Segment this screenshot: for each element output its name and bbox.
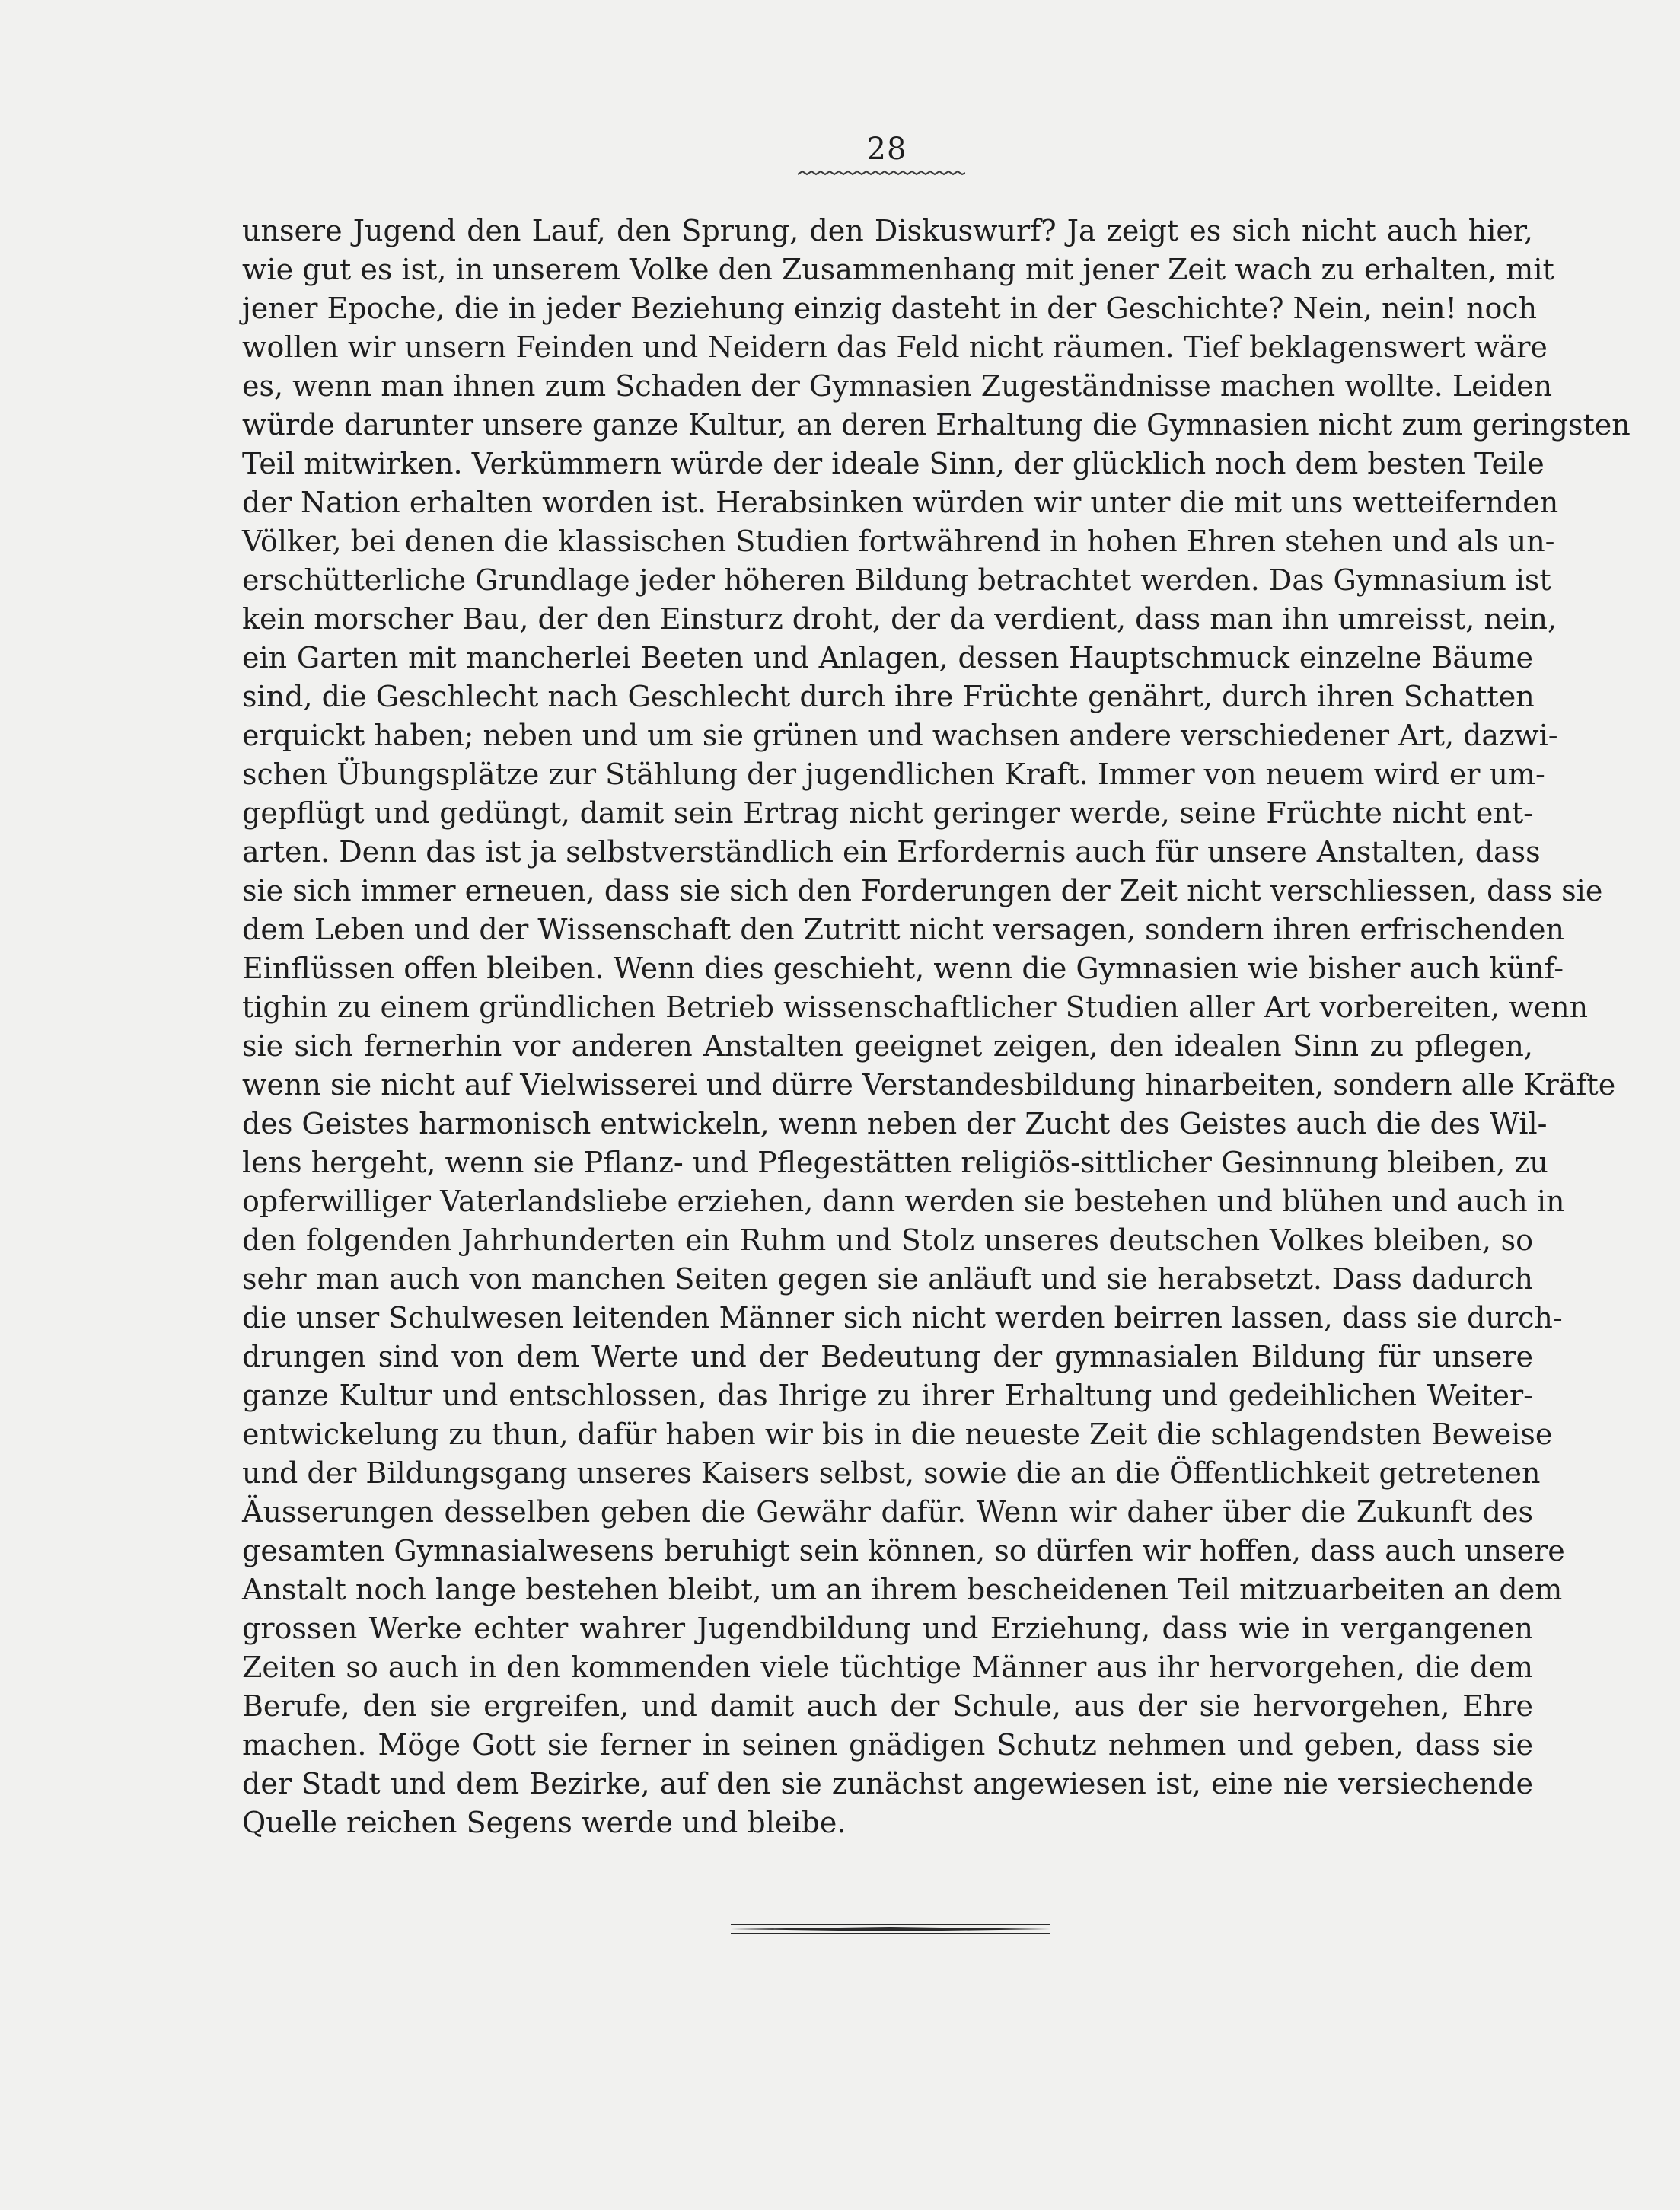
text-line: der Stadt und dem Bezirke, auf den sie zunächst angewiesen ist, eine nie versiechende xyxy=(242,1767,1533,1800)
text-line: kein morscher Bau, der den Einsturz droht, der da verdient, dass man ihn umreisst, nein, xyxy=(242,602,1557,636)
text-line: jener Epoche, die in jeder Beziehung einzig dasteht in der Geschichte? Nein, nein! noch xyxy=(242,292,1538,325)
text-line: gepflügt und gedüngt, damit sein Ertrag nicht geringer werde, seine Früchte nicht ent- xyxy=(242,796,1533,830)
text-line: und der Bildungsgang unseres Kaisers selbst, sowie die an die Öffentlichkeit getretenen xyxy=(242,1456,1541,1490)
text-line: wenn sie nicht auf Vielwisserei und dürre Verstandesbildung hinarbeiten, sondern alle Kräfte xyxy=(242,1068,1616,1102)
text-line: ein Garten mit mancherlei Beeten und Anlagen, dessen Hauptschmuck einzelne Bäume xyxy=(242,641,1533,674)
text-line: unsere Jugend den Lauf, den Sprung, den Diskuswurf? Ja zeigt es sich nicht auch hier, xyxy=(242,214,1533,247)
text-line: wollen wir unsern Feinden und Neidern das Feld nicht räumen. Tief beklagenswert wäre xyxy=(242,330,1548,364)
text-line: Anstalt noch lange bestehen bleibt, um an ihrem bescheidenen Teil mitzuarbeiten an dem xyxy=(242,1573,1563,1606)
text-line: Teil mitwirken. Verkümmern würde der ideale Sinn, der glücklich noch dem besten Teile xyxy=(242,447,1545,480)
text-line: sehr man auch von manchen Seiten gegen sie anläuft und sie herabsetzt. Dass dadurch xyxy=(242,1262,1533,1296)
text-line: Äusserungen desselben geben die Gewähr dafür. Wenn wir daher über die Zukunft des xyxy=(242,1495,1533,1529)
text-line: opferwilliger Vaterlandsliebe erziehen, dann werden sie bestehen und blühen und auch in xyxy=(242,1185,1565,1218)
text-line: Einflüssen offen bleiben. Wenn dies geschieht, wenn die Gymnasien wie bisher auch künf- xyxy=(242,952,1564,985)
text-line: machen. Möge Gott sie ferner in seinen gnädigen Schutz nehmen und geben, dass sie xyxy=(242,1728,1533,1762)
text-line: es, wenn man ihnen zum Schaden der Gymnasien Zugeständnisse machen wollte. Leiden xyxy=(242,369,1553,403)
text-line: des Geistes harmonisch entwickeln, wenn neben der Zucht des Geistes auch die des Wil- xyxy=(242,1107,1548,1140)
text-line: grossen Werke echter wahrer Jugendbildung und Erziehung, dass wie in vergangenen xyxy=(242,1612,1533,1645)
text-line: Zeiten so auch in den kommenden viele tüchtige Männer aus ihr hervorgehen, die dem xyxy=(242,1650,1533,1684)
text-line: sie sich immer erneuen, dass sie sich den Forderungen der Zeit nicht verschliessen, dass sie xyxy=(242,874,1603,907)
text-line: gesamten Gymnasialwesens beruhigt sein können, so dürfen wir hoffen, dass auch unsere xyxy=(242,1534,1565,1567)
text-line: schen Übungsplätze zur Stählung der jugendlichen Kraft. Immer von neuem wird er um- xyxy=(242,757,1545,791)
text-line: Berufe, den sie ergreifen, und damit auch der Schule, aus der sie hervorgehen, Ehre xyxy=(242,1689,1533,1723)
text-line: erquickt haben; neben und um sie grünen und wachsen andere verschiedener Art, dazwi- xyxy=(242,719,1558,752)
text-line: ganze Kultur und entschlossen, das Ihrige zu ihrer Erhaltung und gedeihlichen Weiter- xyxy=(242,1379,1533,1412)
text-line: arten. Denn das ist ja selbstverständlich ein Erfordernis auch für unsere Anstalten, dass xyxy=(242,835,1541,869)
text-line: tighin zu einem gründlichen Betrieb wissenschaftlicher Studien aller Art vorbereiten, wenn xyxy=(242,990,1589,1024)
text-line: der Nation erhalten worden ist. Herabsinken würden wir unter die mit uns wetteifernden xyxy=(242,486,1559,519)
text-line: wie gut es ist, in unserem Volke den Zusammenhang mit jener Zeit wach zu erhalten, mit xyxy=(242,253,1554,286)
text-line: würde darunter unsere ganze Kultur, an deren Erhaltung die Gymnasien nicht zum geringsten xyxy=(242,408,1631,442)
text-line: drungen sind von dem Werte und der Bedeutung der gymnasialen Bildung für unsere xyxy=(242,1340,1533,1373)
text-line: erschütterliche Grundlage jeder höheren Bildung betrachtet werden. Das Gymnasium ist xyxy=(242,563,1551,597)
text-line: Quelle reichen Segens werde und bleibe. xyxy=(242,1806,846,1839)
text-line: den folgenden Jahrhunderten ein Ruhm und Stolz unseres deutschen Volkes bleiben, so xyxy=(242,1223,1533,1257)
text-line: die unser Schulwesen leitenden Männer sich nicht werden beirren lassen, dass sie durch- xyxy=(242,1301,1563,1335)
text-line: dem Leben und der Wissenschaft den Zutritt nicht versagen, sondern ihren erfrischenden xyxy=(242,913,1564,946)
page-number-ornament xyxy=(798,169,965,180)
page-number: 28 xyxy=(866,132,907,167)
text-line: Völker, bei denen die klassischen Studien fortwährend in hohen Ehren stehen und als un- xyxy=(242,525,1555,558)
text-line: lens hergeht, wenn sie Pflanz- und Pflegestätten religiös-sittlicher Gesinnung bleiben, zu xyxy=(242,1146,1548,1179)
text-line: sie sich fernerhin vor anderen Anstalten geeignet zeigen, den idealen Sinn zu pflegen, xyxy=(242,1029,1533,1063)
text-line: sind, die Geschlecht nach Geschlecht durch ihre Früchte genährt, durch ihren Schatten xyxy=(242,680,1535,713)
body-text xyxy=(242,212,1631,1842)
end-rule-ornament xyxy=(731,1922,1050,1936)
text-line: entwickelung zu thun, dafür haben wir bis in die neueste Zeit die schlagendsten Beweise xyxy=(242,1418,1553,1451)
